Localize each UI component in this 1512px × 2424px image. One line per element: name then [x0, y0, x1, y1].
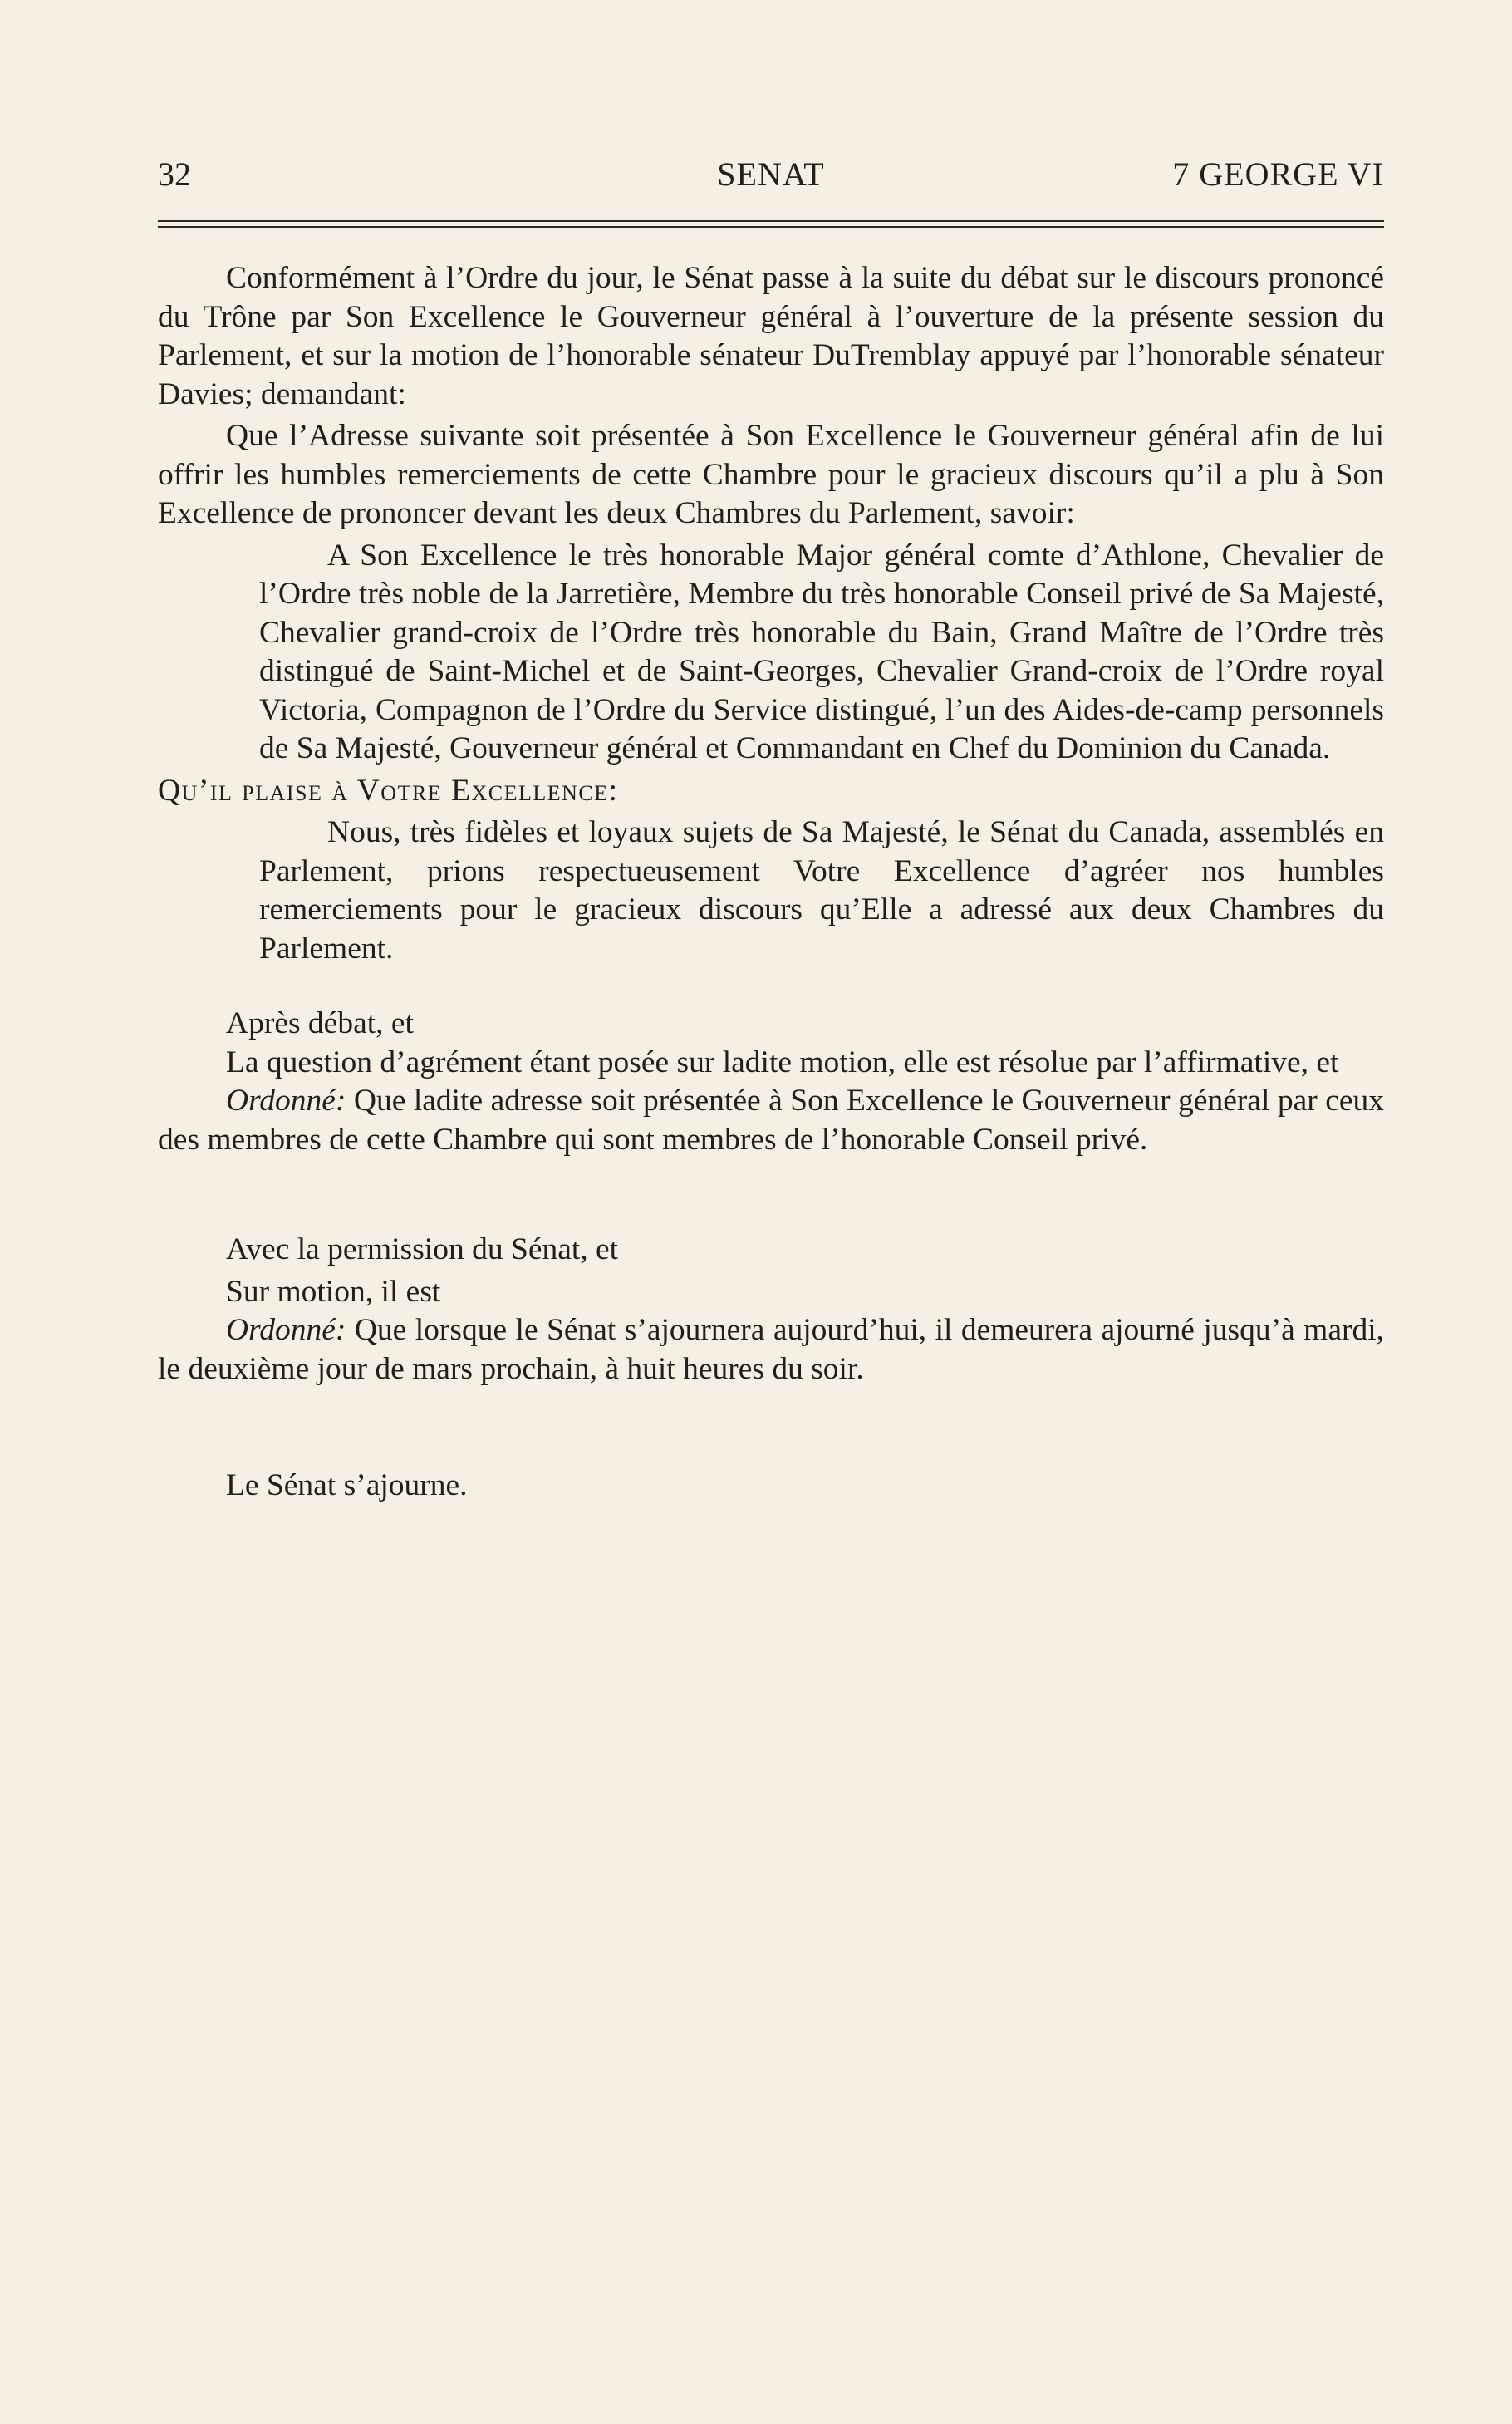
adjourn-line: Le Sénat s’ajourne.	[226, 1468, 468, 1502]
question-paragraph: La question d’agrément étant posée sur ladite motion, elle est résolue par l’affirmative, et	[226, 1045, 1339, 1079]
ordered-paragraph-1	[158, 1082, 1384, 1159]
header-rule-top	[158, 220, 1384, 222]
page-number: 32	[158, 155, 191, 193]
address-recipient: A Son Excellence le très honorable Major général comte d’Athlone, Chevalier de l’Ordre très noble de la Jarretière, Membre du très honorable Conseil privé de Sa Majesté, Chevalier grand-croix de l’Ordre très honorable du Bain, Grand Maître de l’Ordre très distingué de Saint-Michel et de Saint-Georges, Chevalier Grand-croix de l’Ordre royal Victoria, Compagnon de l’Ordre du Service distingué, l’un des Aides-de-camp personnels de Sa Majesté, Gouverneur général et Commandant en Chef du Dominion du Canada.	[259, 538, 1384, 765]
address-body: Nous, très fidèles et loyaux sujets de Sa Majesté, le Sénat du Canada, assemblés en Parlement, prions respectueusement Votre Excellence d’agréer nos humbles remerciements pour le gracieux discours qu’Elle a adressé aux deux Chambres du Parlement.	[259, 815, 1384, 966]
page-body	[158, 259, 1384, 1506]
ordered-label: Ordonné:	[226, 1313, 346, 1347]
ordered-paragraph-2	[158, 1311, 1384, 1389]
paragraph-order-of-day: Conformément à l’Ordre du jour, le Sénat passe à la suite du débat sur le discours prononcé du Trône par Son Excellence le Gouverneur général à l’ouverture de la présente session du Parlement, et sur la motion de l’honorable sénateur DuTremblay appuyé par l’honorable sénateur Davies; demandant:	[158, 261, 1384, 411]
address-block	[259, 537, 1384, 769]
address-body-block	[259, 814, 1384, 968]
permission-line: Avec la permission du Sénat, et	[226, 1232, 619, 1266]
regnal-year: 7 GEORGE VI	[1172, 155, 1384, 193]
ordered-text: Que ladite adresse soit présentée à Son Excellence le Gouverneur général par ceux des membres de cette Chambre qui sont membres de l’honorable Conseil privé.	[158, 1084, 1384, 1157]
salutation: Qu’il plaise à Votre Excellence:	[158, 773, 619, 808]
header-rule-bottom	[158, 226, 1384, 228]
on-motion-line: Sur motion, il est	[226, 1274, 441, 1309]
ordered-text: Que lorsque le Sénat s’ajournera aujourd’hui, il demeurera ajourné jusqu’à mardi, le deuxième jour de mars prochain, à huit heures du soir.	[158, 1313, 1384, 1386]
page-title: SENAT	[717, 155, 825, 193]
after-debate-line: Après débat, et	[226, 1006, 414, 1040]
paragraph-address-motion: Que l’Adresse suivante soit présentée à Son Excellence le Gouverneur général afin de lui offrir les humbles remerciements de cette Chambre pour le gracieux discours qu’il a plu à Son Excellence de prononcer devant les deux Chambres du Parlement, savoir:	[158, 419, 1384, 530]
running-head	[158, 151, 1384, 198]
ordered-label: Ordonné:	[226, 1084, 346, 1118]
